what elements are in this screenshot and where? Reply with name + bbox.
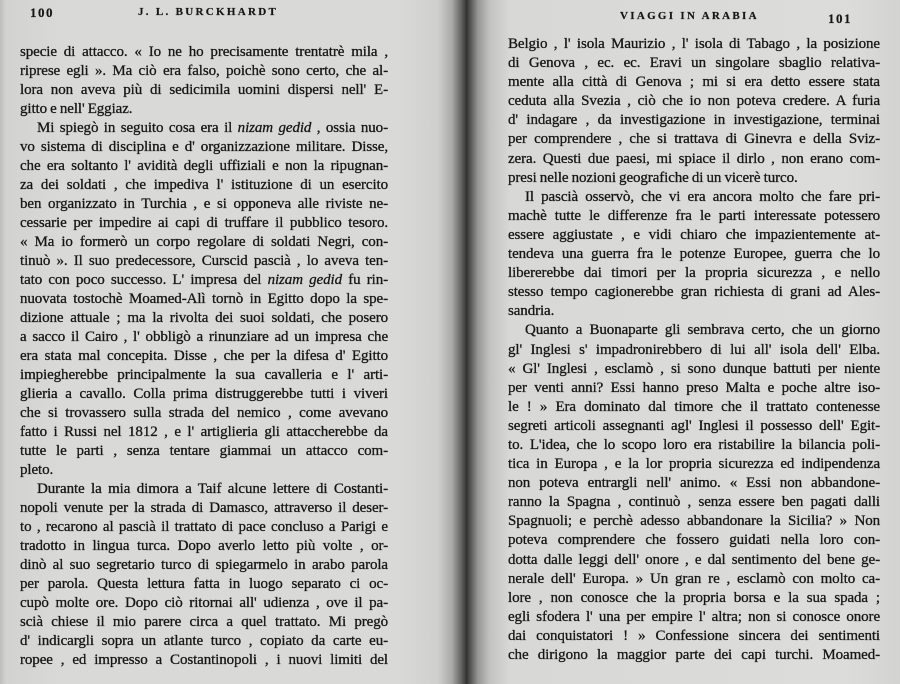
text-segment: fu rin- <box>341 272 388 288</box>
text-line <box>20 119 388 138</box>
text-line: za dei soldati , che impediva l' istituzione di un esercito <box>20 177 388 193</box>
text-line: che dirigono la maggior parte dei capi turchi. Moamed- <box>508 647 880 663</box>
right-page <box>466 0 900 684</box>
text-line: cupò molte ore. Dopo ciò ritornai all' udienza , ove il pa- <box>20 595 388 611</box>
text-line: ceduta alla Svezia , ciò che io non poteva credere. A furia <box>508 93 880 110</box>
text-line: che si trovassero sulla strada del nemico , come avevano <box>20 405 388 421</box>
text-line: tica in Europa , e la lor propria sicurezza ed indipendenza <box>508 456 880 473</box>
text-line: stesso tempo cagionerebbe gran richiesta di grani ad Ales- <box>508 284 880 301</box>
text-line: tradotto in lingua turca. Dopo averlo letto più volte , or- <box>20 538 388 554</box>
text-line: gl' Inglesi s' impadronirebbero di lui all' isola dell' Elba. <box>508 341 880 358</box>
text-line: dinò al suo segretario turco di spiegarmelo in arabo parola <box>20 557 388 573</box>
text-line: d' indicargli sopra un atlante turco , copiato da carte eu- <box>20 633 388 649</box>
text-line: tinuò ». Il suo predecessore, Curscid pascià , lo aveva ten- <box>20 253 388 269</box>
text-line: dotta dalle leggi dell' onore , e dal sentimento del bene ge- <box>508 551 880 568</box>
text-line: tutte le parti , senza tentare giammai un attacco com- <box>20 443 388 459</box>
text-line: Durante la mia dimora a Taif alcune lettere di Costanti- <box>37 481 388 497</box>
text-line: sandria. <box>508 303 555 320</box>
text-line: essere aggiustate , e vidi chiaro che impazientemente at- <box>508 226 880 243</box>
text-line: che era soltanto l' avidità degli uffiziali e non la ripugnan- <box>20 158 388 174</box>
text-line: scià chiese il mio parere circa a quel trattato. Mi pregò <box>20 614 388 630</box>
text-line: per venti anni? Essi hanno preso Malta e poche altre iso- <box>508 379 880 396</box>
text-line: ranno la Spagna , continuò , senza essere ben pagati dalli <box>508 494 880 511</box>
text-line: tendeva una guerra fra le potenze Europee, guerra che lo <box>508 246 880 263</box>
text-line: impiegherebbe principalmente la sua cavalleria e l' arti- <box>20 367 388 383</box>
italic-term: nizam gedid <box>267 272 342 288</box>
text-line: gitto e nell' Eggiaz. <box>20 101 133 117</box>
text-line: dizione attuale ; ma la rivolta dei suoi soldati, che posero <box>20 310 388 326</box>
left-page-text <box>20 43 388 670</box>
text-line: Il pascià osservò, che vi era ancora molto che fare pri- <box>525 188 880 205</box>
text-line: to , recarono al pascià il trattato di pace concluso a Parigi e <box>20 519 388 535</box>
text-line: fatto i Russi nel 1812 , e l' artiglieria gli attaccherebbe da <box>20 424 388 440</box>
text-line: ben organizzato in Turchia , e si opponeva alle riviste ne- <box>20 196 388 212</box>
text-line: « Gl' Inglesi , esclamò , si sono dunque battuti per niente <box>508 360 880 377</box>
text-line: segreti articoli assegnanti agl' Inglesi il possesso dell' Egit- <box>508 417 880 434</box>
text-line: era stata mal concepita. Disse , che per la difesa d' Egitto <box>20 348 388 364</box>
text-line: pleto. <box>20 462 54 478</box>
text-line: d' indagare , da investigazione in investigazione, terminai <box>508 112 880 129</box>
text-line: machè tutte le differenze fra le parti interessate potessero <box>508 207 880 224</box>
text-line: mente alla città di Genova ; mi si era detto essere stata <box>508 74 880 91</box>
text-line: le ! » Era dominato dal timore che il trattato contenesse <box>508 398 880 415</box>
italic-term: nizam gedid <box>237 120 312 136</box>
text-line: nerale dell' Europa. » Un gran re , esclamò con molto ca- <box>508 570 880 587</box>
running-head: J. L. BURCKHARDT <box>138 6 279 18</box>
page-number: 101 <box>828 11 852 26</box>
text-line: specie di attacco. « Io ne ho precisamente trentatrè mila , <box>20 44 388 60</box>
text-line: Spagnuoli; e perchè adesso abbandonare la Sicilia? » Non <box>508 513 880 530</box>
text-line: non poteva entrargli nell' animo. « Essi non abbandone- <box>508 475 880 492</box>
text-line: per parola. Questa lettura fatta in luogo separato ci oc- <box>20 576 388 592</box>
text-line: nopoli venute per la strada di Damasco, attraverso il deser- <box>20 500 388 516</box>
page-number: 100 <box>30 5 54 20</box>
text-line: « Ma io formerò un corpo regolare di soldati Negri, con- <box>20 234 388 250</box>
text-line: libererebbe dai timori per la propria sicurezza , e nello <box>508 265 880 282</box>
text-line: egli sfodera l' una per empire l' altra; non si conosce onore <box>508 608 880 625</box>
right-page-text <box>508 35 880 665</box>
text-line: di Genova , ec. ec. Eravi un singolare sbaglio relativa- <box>508 55 880 72</box>
text-line: dai conquistatori ! » Confessione sincera dei sentimenti <box>508 627 880 644</box>
text-line: riprese egli ». Ma ciò era falso, poichè sono certo, che al- <box>20 63 388 79</box>
text-line: nuovata tostochè Moamed-Alì tornò in Egitto dopo la spe- <box>20 291 388 307</box>
text-line: to. L'idea, che lo scopo loro era ristabilire la bilancia poli- <box>508 436 880 453</box>
text-line <box>20 271 388 290</box>
text-segment: Mi spiegò in seguito cosa era il <box>37 120 238 136</box>
text-segment: , ossia nuo- <box>311 120 388 136</box>
text-line: lora non aveva più di sedicimila uomini dispersi nell' E- <box>20 82 388 98</box>
text-line: glieria a cavallo. Colla prima distruggerebbe tutti i viveri <box>20 386 388 402</box>
running-head: VIAGGI IN ARABIA <box>620 10 759 22</box>
text-line: a sacco il Cairo , l' obbligò a rinunziare ad un impresa che <box>20 329 388 345</box>
text-line: poteva comprendere che fossero guidati nella loro con- <box>508 532 880 549</box>
text-line: ropee , ed impresso a Costantinopoli , i nuovi limiti del <box>20 652 388 668</box>
text-line: presi nelle nozioni geografiche di un vicerè turco. <box>508 169 798 186</box>
text-line: Belgio , l' isola Maurizio , l' isola di Tabago , la posizione <box>508 36 880 52</box>
text-line: Quanto a Buonaparte gli sembrava certo, che un giorno <box>525 322 880 339</box>
text-line: cessarie per impedire ai capi di truffare il pubblico tesoro. <box>20 215 388 231</box>
text-segment: tato con poco successo. L' impresa del <box>20 272 268 288</box>
text-line: zera. Questi due paesi, mi spiace il dirlo , non erano com- <box>508 150 880 167</box>
text-line: lore , non conosce che la propria borsa e la sua spada ; <box>508 589 880 606</box>
text-line: vo sistema di disciplina e d' organizzazione militare. Disse, <box>20 139 388 155</box>
text-line: per comprendere , che si trattava di Ginevra e della Sviz- <box>508 131 880 148</box>
